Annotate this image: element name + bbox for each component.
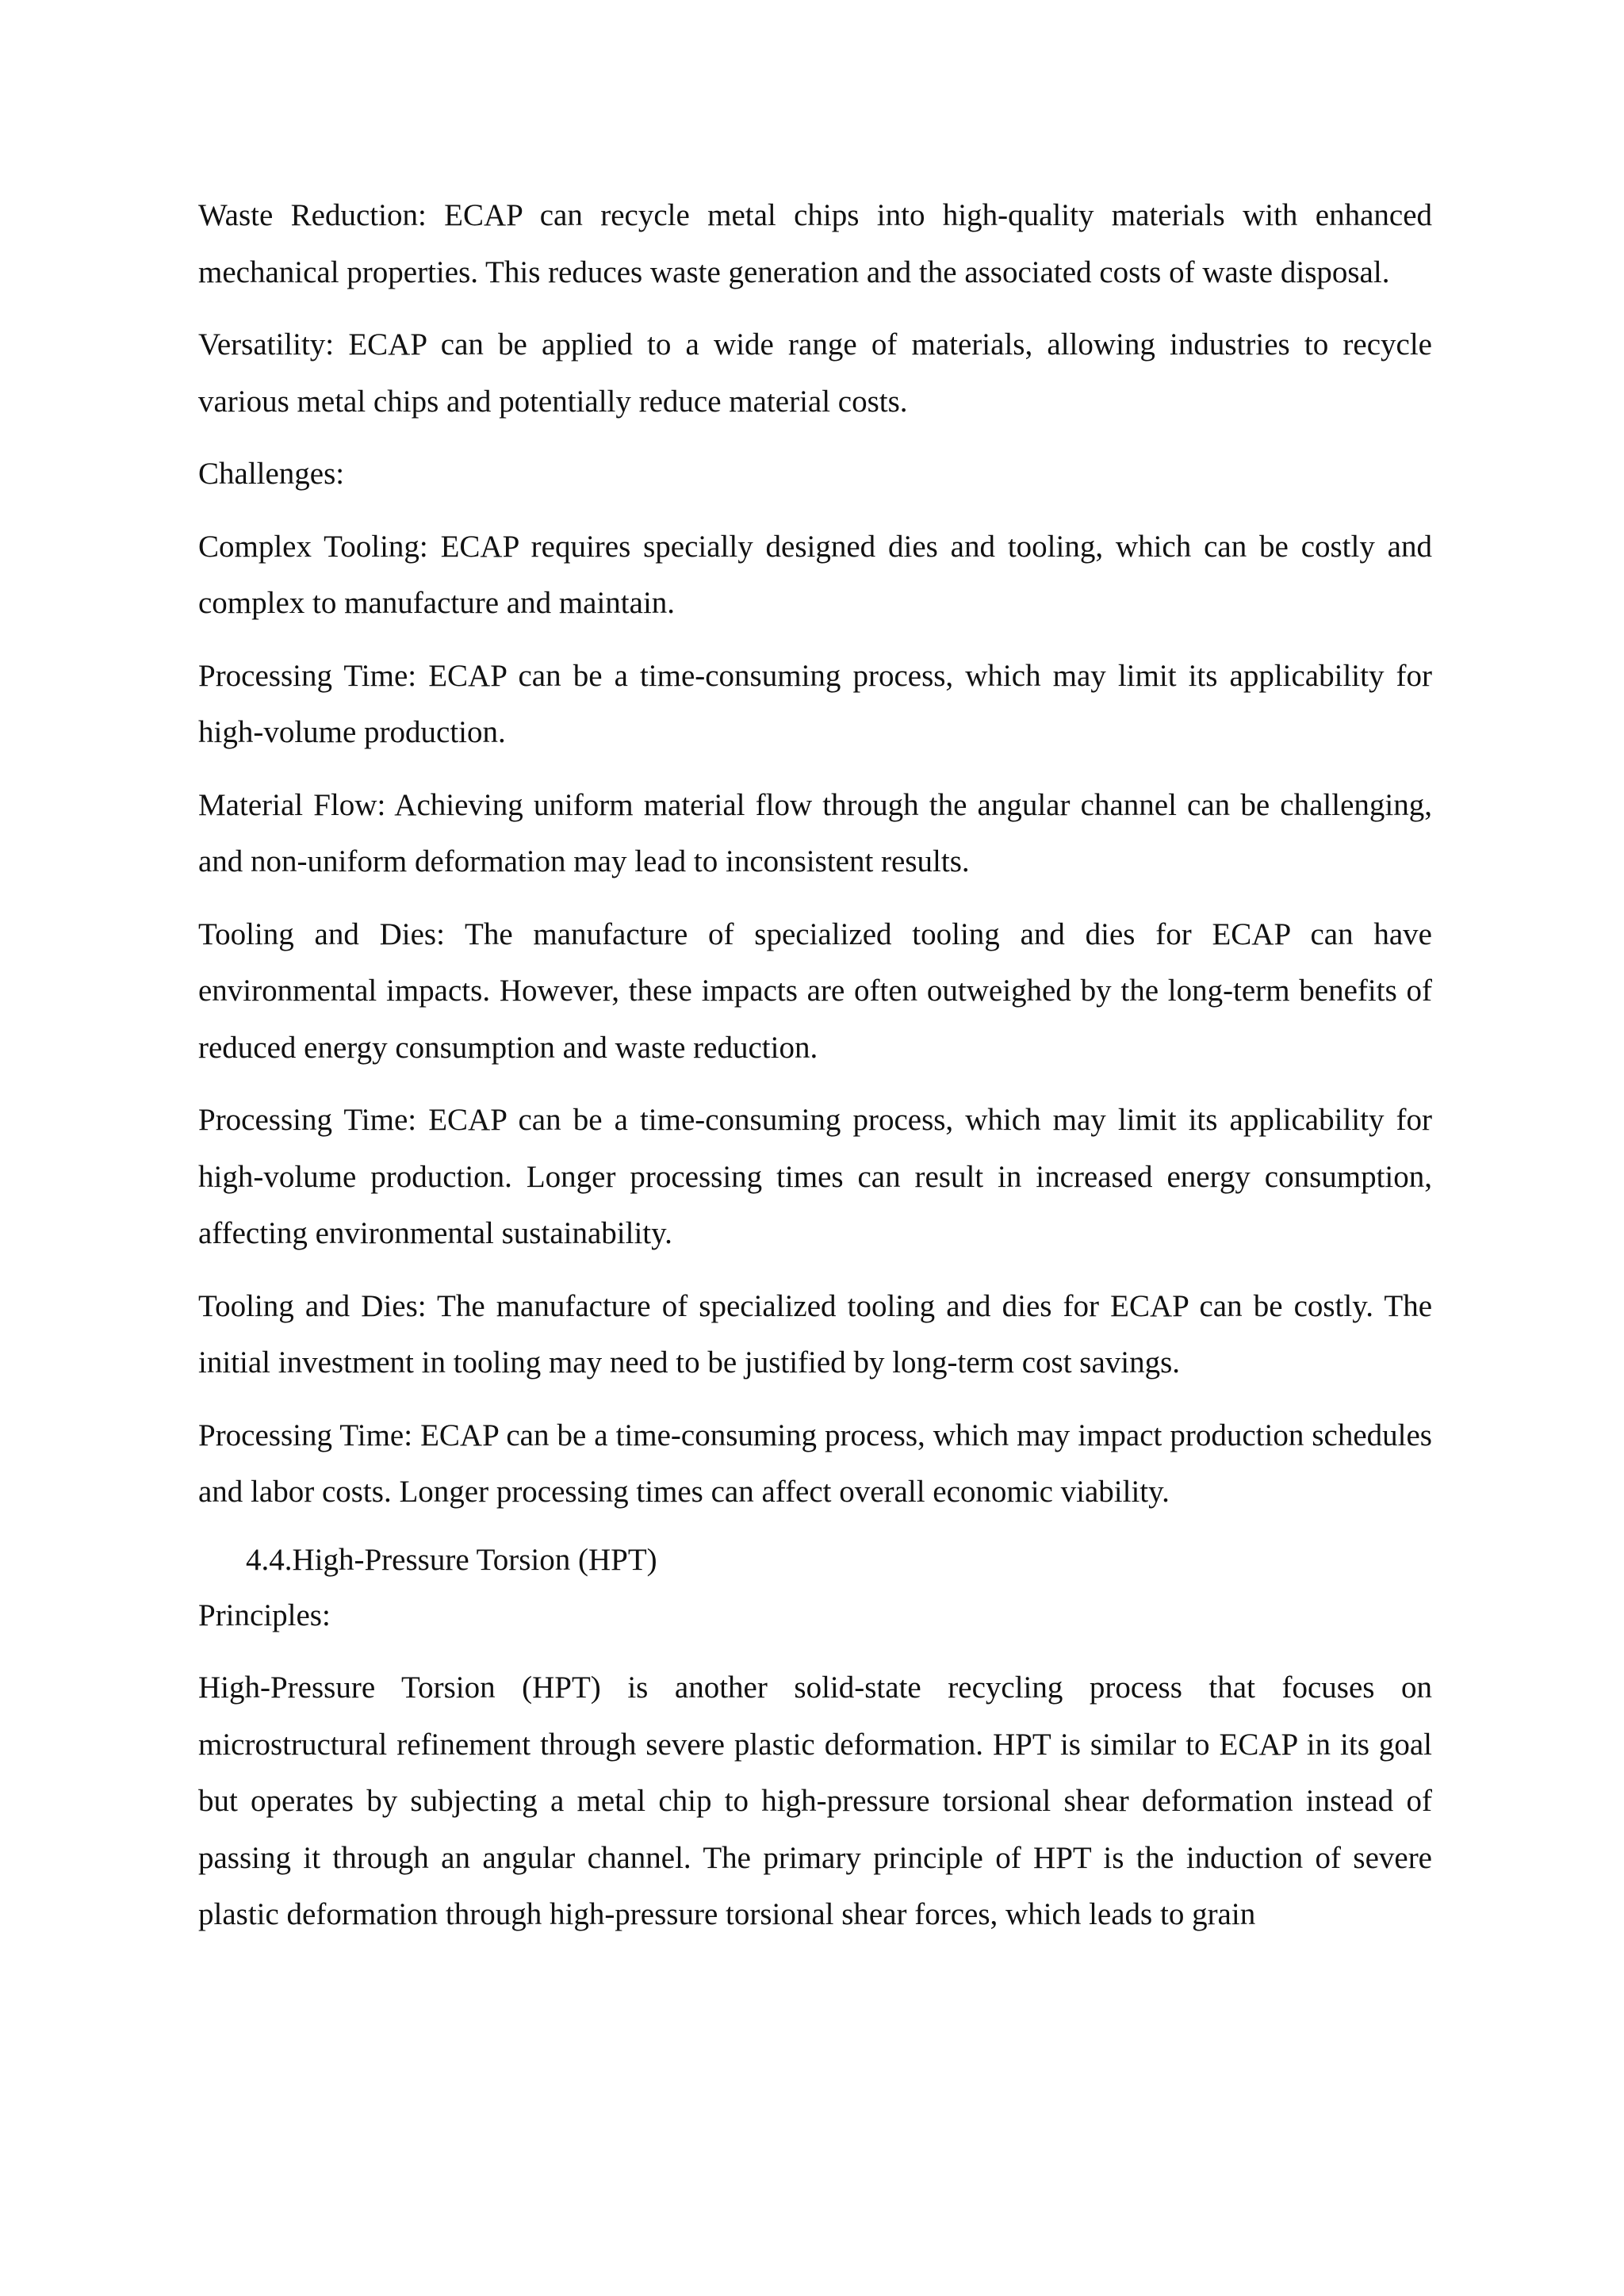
paragraph-processing-time-3: Processing Time: ECAP can be a time-consuming process, which may impact production schedules and labor costs. Longer processing times can affect overall economic viability. <box>198 1418 1432 1509</box>
paragraph-hpt: High-Pressure Torsion (HPT) is another solid-state recycling process that focuses on microstructural refinement through severe plastic deformation. HPT is similar to ECAP in its goal but operates by subjecting a metal chip to high-pressure torsional shear deformation instead of passing it through an angular channel. The primary principle of HPT is the induction of severe plastic deformation through high-pressure torsional shear forces, which leads to grain <box>198 1670 1432 1931</box>
paragraph-tooling-dies-1: Tooling and Dies: The manufacture of specialized tooling and dies for ECAP can have environmental impacts. However, these impacts are often outweighed by the long-term benefits of reduced energy consumption and waste reduction. <box>198 916 1432 1065</box>
paragraph-processing-time-2: Processing Time: ECAP can be a time-consuming process, which may limit its applicability for high-volume production. Longer processing times can result in increased energy consumption, affecting environmental sustainability. <box>198 1103 1432 1250</box>
document-body <box>198 187 1432 1959</box>
section-heading: 4.4.High-Pressure Torsion (HPT) <box>246 1542 657 1577</box>
paragraph-tooling-dies-2: Tooling and Dies: The manufacture of specialized tooling and dies for ECAP can be costly. The initial investment in tooling may need to be justified by long-term cost savings. <box>198 1288 1432 1380</box>
challenges-label: Challenges: <box>198 457 345 491</box>
principles-label: Principles: <box>198 1598 331 1632</box>
paragraph-processing-time-1: Processing Time: ECAP can be a time-consuming process, which may limit its applicability for high-volume production. <box>198 658 1432 749</box>
paragraph-material-flow: Material Flow: Achieving uniform material flow through the angular channel can be challenging, and non-uniform deformation may lead to inconsistent results. <box>198 787 1432 878</box>
paragraph-versatility: Versatility: ECAP can be applied to a wide range of materials, allowing industries to recycle various metal chips and potentially reduce material costs. <box>198 327 1432 419</box>
paragraph-waste-reduction: Waste Reduction: ECAP can recycle metal chips into high-quality materials with enhanced mechanical properties. This reduces waste generation and the associated costs of waste disposal. <box>198 198 1432 289</box>
paragraph-complex-tooling: Complex Tooling: ECAP requires specially designed dies and tooling, which can be costly and complex to manufacture and maintain. <box>198 529 1432 620</box>
